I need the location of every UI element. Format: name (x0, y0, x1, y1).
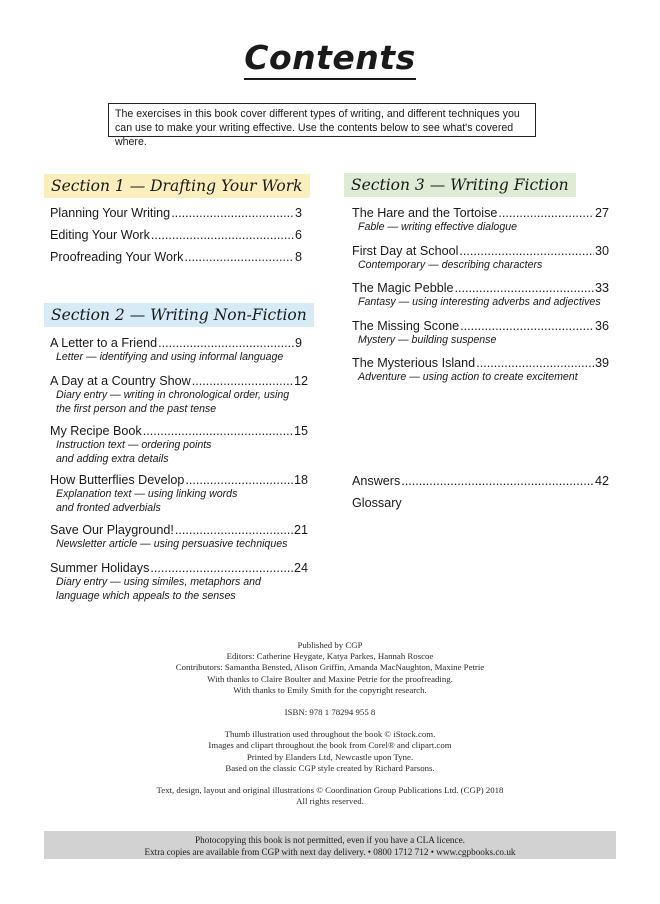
entry-description: Adventure — using action to create excitement (358, 371, 578, 383)
entry-page: 9 (294, 336, 302, 350)
intro-box: The exercises in this book cover different types of writing, and different techniques you can use to make your writing effective. Use the contents below to see what's covered where. (108, 103, 536, 137)
footer-line: Contributors: Samantha Bensted, Alison Griffin, Amanda MacNaughton, Maxine Petrie (175, 662, 485, 673)
footer-line: With thanks to Emily Smith for the copyright research. (233, 684, 427, 695)
entry-page: 8 (294, 250, 302, 264)
entry-description: Letter — identifying and using informal language (56, 351, 284, 363)
entry-title: Proofreading Your Work (50, 250, 184, 264)
section-2-heading: Section 2 — Writing Non-Fiction (44, 303, 314, 327)
entry-title: The Hare and the Tortoise (352, 206, 498, 220)
entry-page: 12 (293, 374, 308, 388)
section-1-heading: Section 1 — Drafting Your Work (44, 174, 310, 198)
copyright-notice-bar (44, 831, 616, 859)
toc-entry-glossary[interactable] (352, 495, 609, 511)
entry-description: and fronted adverbials (56, 501, 161, 514)
entry-title: Glossary (352, 496, 402, 510)
footer-line: Published by CGP (297, 640, 363, 650)
toc-entry-editing[interactable] (50, 227, 302, 243)
toc-entry-summer-holidays[interactable] (50, 560, 308, 603)
entry-description: Newsletter article — using persuasive techniques (56, 538, 288, 550)
entry-description: Instruction text — ordering points (56, 439, 212, 451)
entry-title: A Day at a Country Show (50, 374, 191, 388)
toc-entry-hare-tortoise[interactable] (352, 205, 609, 235)
dot-leader (459, 243, 594, 259)
entry-title: Summer Holidays (50, 561, 150, 575)
footer-line: Thumb illustration used throughout the book © iStock.com. (224, 729, 436, 740)
entry-page: 33 (594, 281, 609, 295)
footer-line: All rights reserved. (296, 796, 364, 807)
toc-entry-magic-pebble[interactable] (352, 280, 609, 310)
toc-entry-missing-scone[interactable] (352, 318, 609, 348)
toc-entry-recipe-book[interactable] (50, 423, 308, 466)
entry-page: 39 (594, 356, 609, 370)
toc-entry-playground[interactable] (50, 522, 308, 552)
dot-leader (460, 318, 594, 334)
entry-page: 27 (594, 206, 609, 220)
entry-description: language which appeals to the senses (56, 589, 236, 602)
footer-line: Based on the classic CGP style created by Richard Parsons. (225, 762, 435, 773)
dot-leader (143, 423, 293, 439)
page-title-text: Contents (244, 38, 415, 80)
entry-title: A Letter to a Friend (50, 336, 158, 350)
isbn: ISBN: 978 1 78294 955 8 (284, 707, 376, 718)
entry-title: Editing Your Work (50, 228, 150, 242)
toc-entry-proofreading[interactable] (50, 249, 302, 265)
entry-title: The Mysterious Island (352, 356, 476, 370)
entry-title: How Butterflies Develop (50, 473, 185, 487)
toc-entry-country-show[interactable] (50, 373, 308, 416)
entry-description: Diary entry — writing in chronological order, using (56, 389, 290, 401)
entry-page: 18 (293, 473, 308, 487)
page-title (0, 38, 660, 77)
toc-entry-butterflies[interactable] (50, 472, 308, 515)
entry-page: 24 (293, 561, 308, 575)
dot-leader (150, 560, 293, 576)
entry-description: Fantasy — using interesting adverbs and adjectives (358, 296, 601, 308)
toc-entry-answers[interactable] (352, 473, 609, 489)
entry-title: Answers (352, 474, 401, 488)
toc-entry-mysterious-island[interactable] (352, 355, 609, 385)
entry-description: Diary entry — using similes, metaphors and (56, 576, 261, 588)
dot-leader (171, 205, 294, 221)
footer-line: With thanks to Claire Boulter and Maxine Petrie for the proofreading. (207, 673, 453, 684)
toc-entry-planning[interactable] (50, 205, 302, 221)
toc-entry-first-day[interactable] (352, 243, 609, 273)
footer-line: Images and clipart throughout the book from Corel® and clipart.com (208, 740, 452, 751)
footer-line: Printed by Elanders Ltd, Newcastle upon Tyne. (246, 751, 414, 762)
entry-description: Explanation text — using linking words (56, 488, 238, 500)
entry-page: 6 (294, 228, 302, 242)
entry-description: Fable — writing effective dialogue (358, 221, 517, 233)
entry-title: The Magic Pebble (352, 281, 454, 295)
entry-page: 36 (594, 319, 609, 333)
entry-page: 42 (594, 474, 609, 488)
entry-page: 3 (294, 206, 302, 220)
footer-line: Editors: Catherine Heygate, Katya Parkes, Hannah Roscoe (226, 651, 434, 662)
dot-leader (401, 473, 594, 489)
entry-description: Mystery — building suspense (358, 334, 497, 346)
dot-leader (184, 249, 294, 265)
publisher-info (0, 640, 660, 807)
dot-leader (158, 335, 294, 351)
entry-page: 30 (594, 244, 609, 258)
dot-leader (192, 373, 293, 389)
dot-leader (455, 280, 594, 296)
dot-leader (185, 472, 293, 488)
entry-page: 21 (293, 523, 308, 537)
notice-line: Extra copies are available from CGP with next day delivery. • 0800 1712 712 • www.cgpbooks.co.uk (144, 847, 516, 857)
entry-title: First Day at School (352, 244, 459, 258)
entry-description: and adding extra details (56, 452, 169, 465)
toc-entry-letter[interactable] (50, 335, 302, 365)
dot-leader (175, 522, 293, 538)
dot-leader (151, 227, 294, 243)
entry-description: the first person and the past tense (56, 402, 217, 415)
entry-title: Planning Your Writing (50, 206, 171, 220)
notice-line: Photocopying this book is not permitted, even if you have a CLA licence. (195, 835, 465, 845)
footer-line: Text, design, layout and original illustrations © Coordination Group Publications Ltd. (CGP) 2018 (156, 785, 504, 796)
entry-title: My Recipe Book (50, 424, 142, 438)
entry-title: Save Our Playground! (50, 523, 174, 537)
section-3-heading: Section 3 — Writing Fiction (344, 173, 576, 197)
entry-title: The Missing Scone (352, 319, 460, 333)
entry-page: 15 (293, 424, 308, 438)
entry-description: Contemporary — describing characters (358, 259, 543, 271)
dot-leader (476, 355, 594, 371)
dot-leader (498, 205, 594, 221)
